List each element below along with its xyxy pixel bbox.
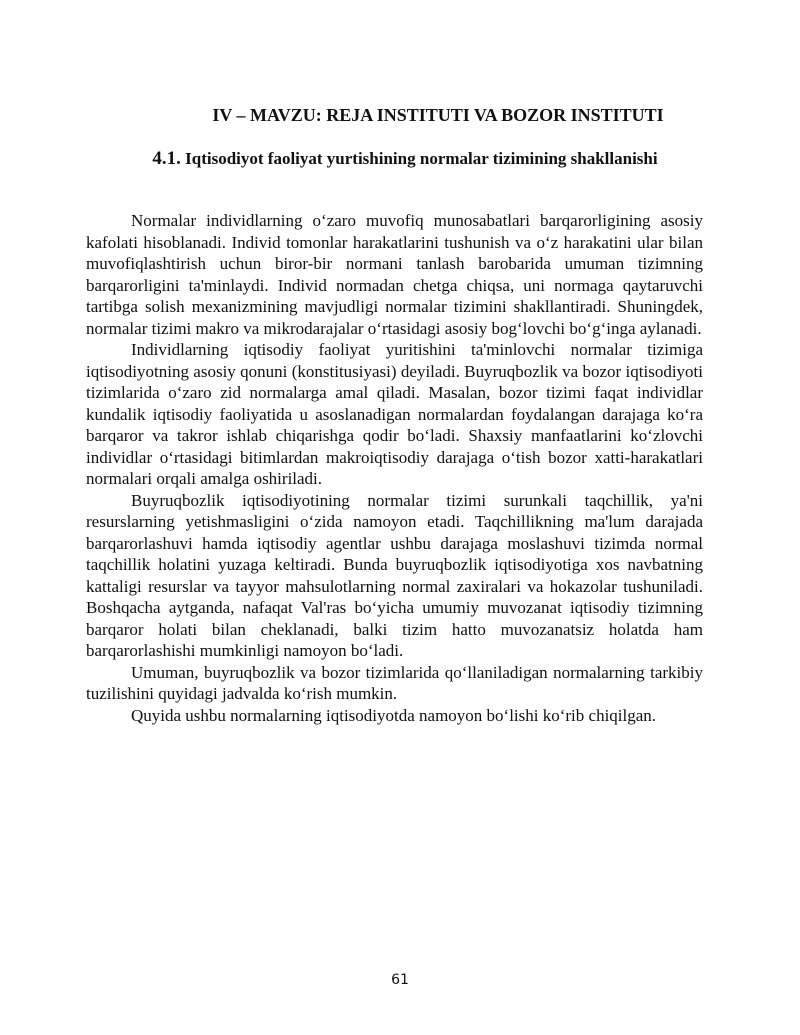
section-heading [150,148,660,170]
section-number: 4.1. [152,148,181,169]
chapter-title: IV – MAVZU: REJA INSTITUTI VA BOZOR INSTITUTI [212,105,664,125]
paragraph-4: Umuman, buyruqbozlik va bozor tizimlarida qo‘llaniladigan normalarning tarkibiy tuzilishini quyidagi jadvalda ko‘rish mumkin. [86,662,703,703]
paragraph-2: Individlarning iqtisodiy faoliyat yuritishini ta'minlovchi normalar tizimiga iqtisodiyotning asosiy qonuni (konstitusiyasi) deyiladi. Buyruqbozlik va bozor iqtisodiyoti tizimlarida o‘zaro zid normalarga amal qiladi. Masalan, bozor tizimi faqat individlar kundalik iqtisodiy faoliyatida u asoslanadigan normalardan foydalangan darajaga ko‘ra barqaror va takror ishlab chiqarishga qodir bo‘ladi. Shaxsiy manfaatlarini ko‘zlovchi individlar o‘rtasidagi bitimlardan makroiqtisodiy darajaga o‘tish bozor xatti-harakatlari normalari orqali amalga oshiriladi. [86,340,703,488]
body-text [86,210,703,726]
section-title: Iqtisodiyot faoliyat yurtishining normalar tizimining shakllanishi [185,149,658,168]
paragraph-5: Quyida ushbu normalarning iqtisodiyotda namoyon bo‘lishi ko‘rib chiqilgan. [131,705,657,725]
page-number: 61 [391,972,409,988]
paragraph-3: Buyruqbozlik iqtisodiyotining normalar tizimi surunkali taqchillik, ya'ni resurslarning yetishmasligini o‘zida namoyon etadi. Taqchillikning ma'lum darajada barqarorlashuvi hamda iqtisodiy agentlar ushbu darajaga moslashuvi tizimda normal taqchillik holatini yuzaga keltiradi. Bunda buyruqbozlik iqtisodiyotiga xos navbatning kattaligi resurslar va tayyor mahsulotlarning normal zaxiralari va hokazolar tushuniladi. Boshqacha aytganda, nafaqat Val'ras bo‘yicha umumiy muvozanat iqtisodiy tizimning barqaror holati bilan cheklanadi, balki tizim hatto muvozanatsiz holatda ham barqarorlashishi mumkinligi namoyon bo‘ladi. [86,490,703,660]
paragraph-1: Normalar individlarning o‘zaro muvofiq munosabatlari barqarorligining asosiy kafolati hisoblanadi. Individ tomonlar harakatlarini tushunish va o‘z harakatini ular bilan muvofiqlashtirish uchun biror-bir normani tanlash barobarida umuman tizimning barqarorligini ta'minlaydi. Individ normadan chetga chiqsa, uni normaga qaytaruvchi tartibga solish mexanizmining mavjudligi normalar tizimini shakllantiradi. Shuningdek, normalar tizimi makro va mikrodarajalar o‘rtasidagi asosiy bog‘lovchi bo‘g‘inga aylanadi. [86,211,703,338]
